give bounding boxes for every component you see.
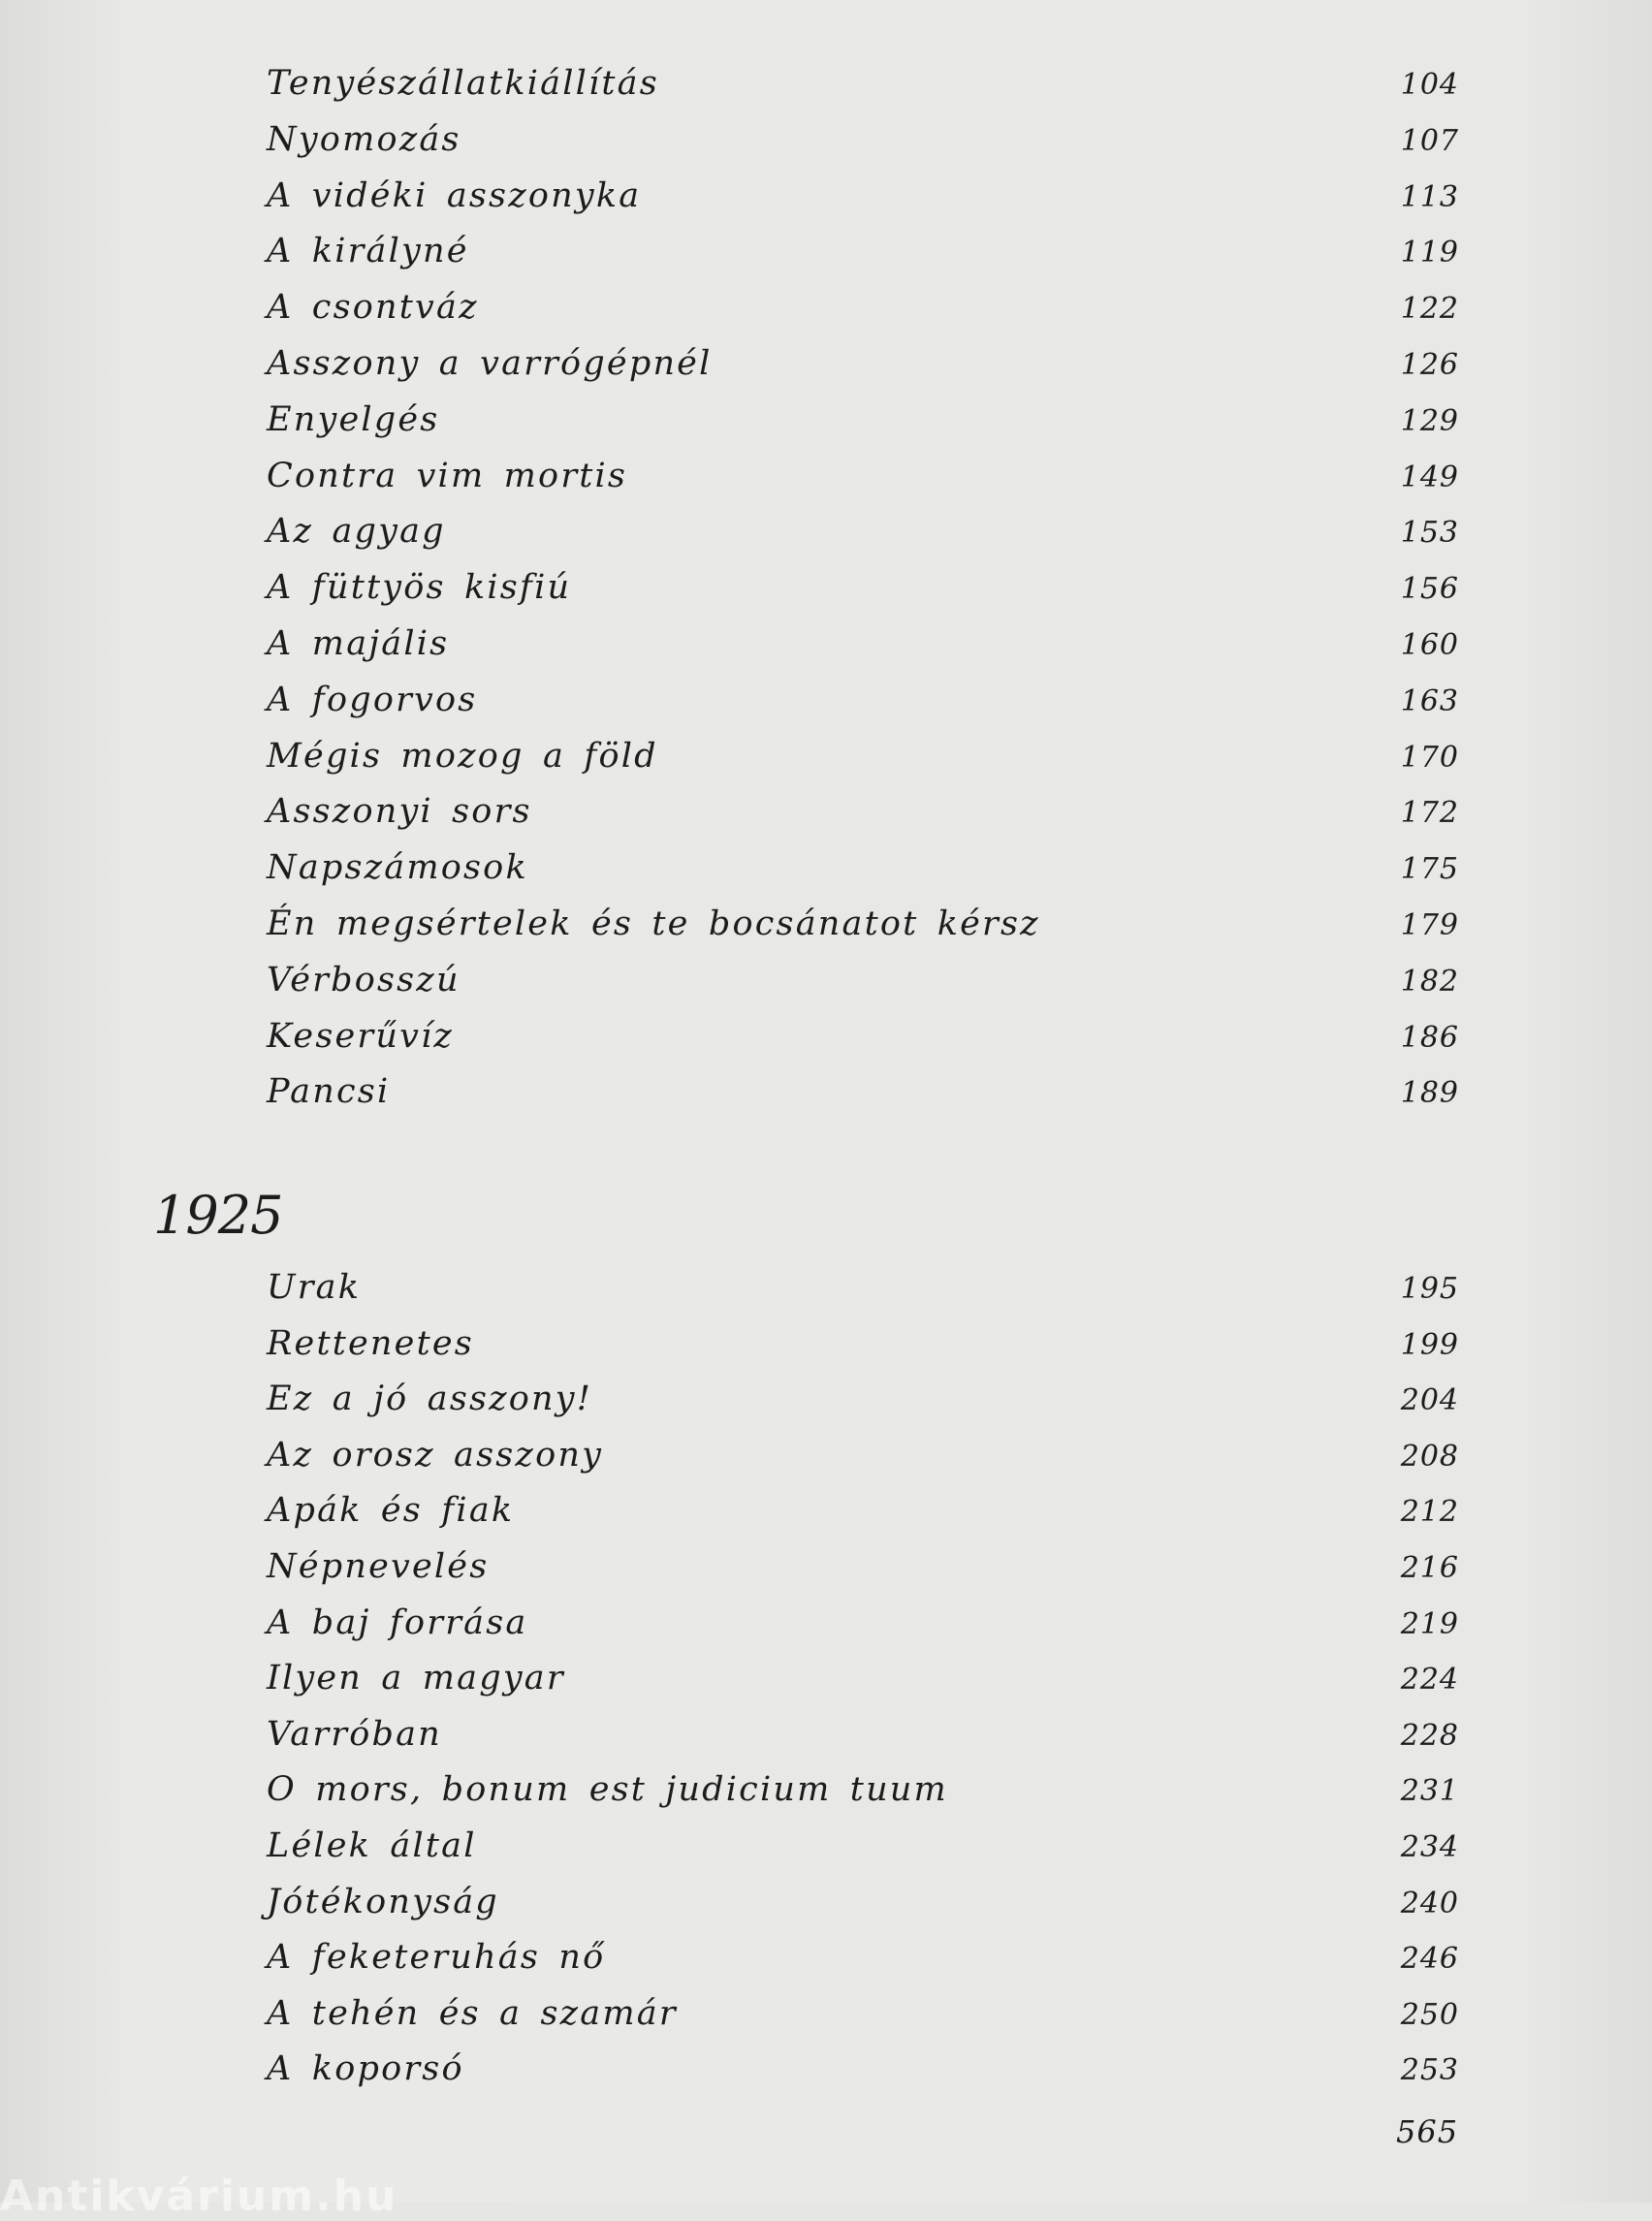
entry-title: Tenyészállatkiállítás: [267, 64, 659, 103]
page-number: 565: [1396, 2113, 1459, 2150]
entry-title: A tehén és a szamár: [267, 1993, 678, 2033]
watermark: Antikvárium.hu: [0, 2172, 398, 2221]
entry-page: 240: [1400, 1886, 1459, 1920]
toc-entry: [267, 1428, 1459, 1484]
toc-entry: [267, 1372, 1459, 1428]
toc-entry: [267, 784, 1459, 841]
toc-entry: [267, 336, 1459, 393]
toc-entry: [267, 673, 1459, 729]
entry-page: 212: [1400, 1495, 1459, 1530]
entry-page: 186: [1400, 1020, 1459, 1055]
entry-title: Varróban: [267, 1714, 442, 1754]
entry-title: A csontváz: [267, 288, 479, 328]
entry-title: Én megsértelek és te bocsánatot kérsz: [267, 904, 1040, 943]
toc-entry: [267, 504, 1459, 560]
toc-entry: [267, 560, 1459, 617]
toc-entry: [267, 1317, 1459, 1373]
toc-entry: [267, 1539, 1459, 1596]
toc-entry: [267, 280, 1459, 336]
entry-page: 246: [1400, 1942, 1459, 1977]
toc-entry: [267, 841, 1459, 897]
toc-entry: [267, 2042, 1459, 2098]
entry-page: 234: [1400, 1829, 1459, 1864]
toc-entry: [267, 729, 1459, 785]
toc-entry: [267, 56, 1459, 112]
toc-entry: [267, 112, 1459, 169]
entry-title: A koporsó: [267, 2049, 464, 2089]
entry-title: Pancsi: [267, 1072, 391, 1112]
toc-entry: [267, 1064, 1459, 1121]
entry-title: Apák és fiak: [267, 1491, 515, 1531]
entry-title: Népnevelés: [267, 1546, 490, 1586]
toc-entry: [267, 1483, 1459, 1539]
entry-page: 170: [1400, 740, 1459, 775]
toc-entry: [267, 1596, 1459, 1652]
entry-page: 104: [1400, 68, 1459, 102]
entry-title: Contra vim mortis: [267, 456, 628, 495]
entry-title: Az orosz asszony: [267, 1435, 604, 1475]
entry-page: 231: [1400, 1774, 1459, 1809]
entry-title: A királyné: [267, 232, 469, 271]
entry-title: Lélek által: [267, 1825, 477, 1865]
entry-page: 160: [1400, 627, 1459, 662]
entry-page: 179: [1400, 907, 1459, 942]
entry-page: 153: [1400, 516, 1459, 551]
toc-entry: [267, 953, 1459, 1009]
entry-title: A füttyös kisfiú: [267, 568, 572, 608]
entry-title: Enyelgés: [267, 399, 440, 439]
entry-title: A majális: [267, 623, 450, 663]
entry-page: 175: [1400, 852, 1459, 887]
entry-page: 122: [1400, 292, 1459, 327]
entry-title: Rettenetes: [267, 1323, 474, 1363]
entry-page: 172: [1400, 796, 1459, 831]
toc-entry: [267, 897, 1459, 953]
toc-entry: [267, 1819, 1459, 1875]
entry-title: O mors, bonum est judicium tuum: [267, 1770, 948, 1810]
entry-page: 149: [1400, 460, 1459, 494]
toc-entry: [267, 169, 1459, 225]
toc-entry: [267, 1707, 1459, 1763]
toc-section-1925: [267, 1260, 1459, 2098]
entry-page: 228: [1400, 1718, 1459, 1753]
entry-title: Asszonyi sors: [267, 792, 532, 832]
toc-entry: [267, 1762, 1459, 1819]
toc-entry: [267, 1009, 1459, 1065]
toc-entry: [267, 224, 1459, 280]
toc-entry: [267, 1651, 1459, 1707]
entry-title: Urak: [267, 1268, 362, 1307]
entry-page: 126: [1400, 347, 1459, 382]
toc-entry: [267, 393, 1459, 449]
toc-entry: [267, 1260, 1459, 1317]
entry-page: 182: [1400, 964, 1459, 999]
entry-title: Keserűvíz: [267, 1016, 455, 1056]
entry-title: Mégis mozog a föld: [267, 736, 658, 776]
toc-entry: [267, 449, 1459, 505]
entry-page: 107: [1400, 123, 1459, 158]
entry-page: 163: [1400, 683, 1459, 718]
entry-title: Az agyag: [267, 512, 446, 552]
entry-title: Napszámosok: [267, 848, 528, 888]
entry-page: 199: [1400, 1327, 1459, 1362]
entry-page: 119: [1400, 236, 1459, 270]
entry-title: Ilyen a magyar: [267, 1659, 565, 1698]
toc-entry: [267, 617, 1459, 673]
toc-entry: [267, 1875, 1459, 1931]
entry-page: 216: [1400, 1550, 1459, 1585]
entry-title: Ez a jó asszony!: [267, 1380, 593, 1419]
entry-title: Asszony a varrógépnél: [267, 343, 713, 383]
entry-title: Jótékonyság: [267, 1882, 499, 1921]
entry-page: 208: [1400, 1439, 1459, 1474]
year-heading: 1925: [153, 1185, 283, 1246]
entry-page: 113: [1400, 179, 1459, 214]
entry-page: 219: [1400, 1606, 1459, 1641]
entry-title: Nyomozás: [267, 119, 461, 159]
entry-title: Vérbosszú: [267, 960, 461, 999]
entry-page: 224: [1400, 1663, 1459, 1697]
entry-page: 195: [1400, 1272, 1459, 1306]
entry-page: 204: [1400, 1383, 1459, 1418]
entry-title: A vidéki asszonyka: [267, 175, 642, 215]
toc-entry: [267, 1986, 1459, 2043]
entry-page: 250: [1400, 1997, 1459, 2032]
entry-page: 189: [1400, 1076, 1459, 1111]
entry-page: 156: [1400, 572, 1459, 607]
entry-title: A feketeruhás nő: [267, 1938, 606, 1978]
entry-page: 253: [1400, 2053, 1459, 2088]
entry-title: A baj forrása: [267, 1602, 528, 1642]
entry-page: 129: [1400, 403, 1459, 438]
toc-section-1: [267, 56, 1459, 1121]
entry-title: A fogorvos: [267, 680, 478, 719]
toc-entry: [267, 1930, 1459, 1986]
